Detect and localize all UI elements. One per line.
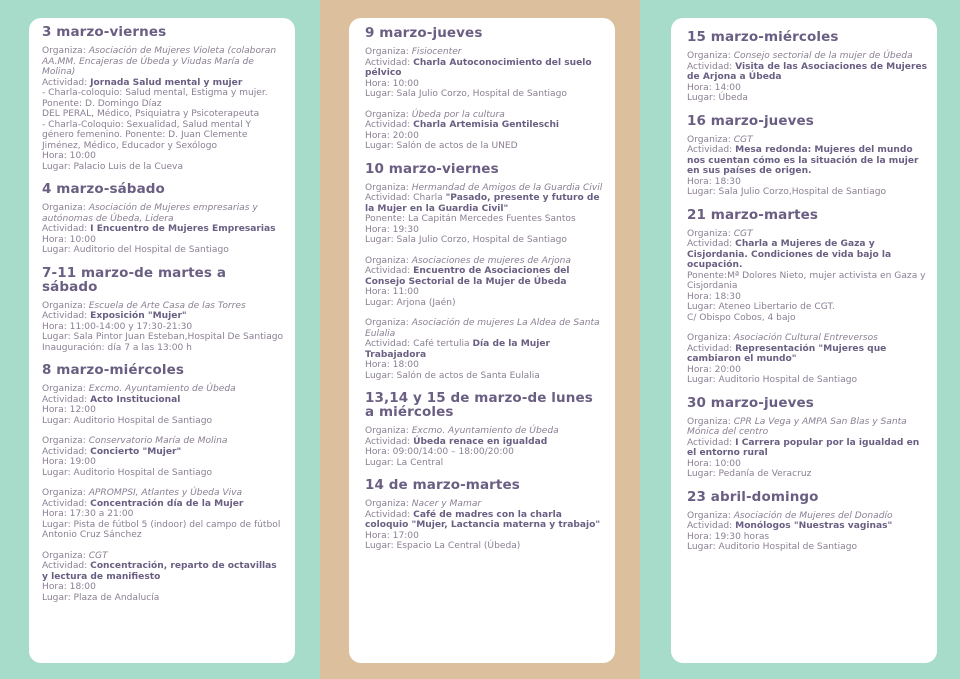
event-organizer-line xyxy=(365,499,605,510)
event-activity-line xyxy=(687,438,929,459)
activity-label: Actividad: xyxy=(365,120,414,130)
day-heading: 10 marzo-viernes xyxy=(365,160,499,177)
activity-label: Actividad: xyxy=(42,311,91,321)
event-time: Hora: 20:00 xyxy=(687,364,741,375)
activity-label: Actividad: xyxy=(687,61,736,72)
organizer-name: CGT xyxy=(733,134,753,145)
event-organizer-line xyxy=(687,511,929,522)
activity-title: Encuentro de Asociaciones del Consejo Sectorial de la Mujer de Úbeda xyxy=(365,266,570,287)
event-time: Hora: 18:00 xyxy=(365,360,419,370)
event-entry xyxy=(365,256,605,309)
day-section xyxy=(42,182,285,256)
event-entry xyxy=(365,318,605,381)
event-activity-line xyxy=(687,145,929,177)
event-detail-line: Ponente:Mª Dolores Nieto, mujer activista en Gaza y Cisjordania xyxy=(687,270,926,291)
event-place: Lugar: Pedanía de Veracruz xyxy=(687,469,812,479)
activity-title: Charla Autoconocimiento del suelo pélvico xyxy=(365,57,592,78)
event-organizer-line xyxy=(687,51,929,62)
day-heading: 4 marzo-sábado xyxy=(42,181,165,197)
event-organizer-line xyxy=(687,417,929,438)
event-activity-line xyxy=(42,78,285,89)
activity-label: Actividad: xyxy=(42,394,91,405)
event-organizer-line xyxy=(365,110,605,121)
event-place: Lugar: Sala Julio Corzo,Hospital de Santiago xyxy=(687,187,887,197)
event-place: Lugar: Auditorio del Hospital de Santiago xyxy=(42,245,229,255)
event-time: Hora: 18:30 xyxy=(687,176,741,187)
event-activity-line xyxy=(687,62,929,83)
activity-label: Actividad: xyxy=(687,145,736,155)
day-section xyxy=(687,114,929,198)
activity-label: Actividad: xyxy=(42,498,91,509)
event-organizer-line xyxy=(42,551,285,562)
day-heading: 8 marzo-miércoles xyxy=(42,362,184,378)
activity-title: Monólogos "Nuestras vaginas" xyxy=(735,521,893,531)
event-activity-line xyxy=(687,521,929,532)
column-card-1 xyxy=(29,18,295,663)
activity-title: Concierto "Mujer" xyxy=(90,446,182,457)
activity-title: Úbeda renace en igualdad xyxy=(413,436,548,447)
activity-title: I Carrera popular por la igualdad en el entorno rural xyxy=(687,437,920,458)
activity-label: Actividad: xyxy=(42,446,91,457)
event-entry xyxy=(42,384,285,426)
event-time: Hora: 10:00 xyxy=(365,78,419,89)
organizer-name: Asociaciones de mujeres de Arjona xyxy=(411,255,571,266)
organizer-name: Escuela de Arte Casa de las Torres xyxy=(88,300,246,311)
event-place: Lugar: Palacio Luis de la Cueva xyxy=(42,161,184,172)
event-entry xyxy=(42,46,285,172)
event-activity-line xyxy=(365,58,605,79)
event-entry xyxy=(365,47,605,100)
event-time: Hora: 19:30 horas xyxy=(687,531,770,542)
event-organizer-line xyxy=(42,46,285,78)
day-section xyxy=(365,478,605,552)
event-place: Lugar: Sala Julio Corzo, Hospital de Santiago xyxy=(365,89,567,99)
event-place: Lugar: Sala Julio Corzo, Hospital de Santiago xyxy=(365,235,567,245)
organizer-label: Organiza: xyxy=(42,384,89,394)
day-heading: 21 marzo-martes xyxy=(687,206,819,223)
organizer-name: Nacer y Mamar xyxy=(411,499,482,509)
activity-label: Actividad: xyxy=(687,343,736,354)
event-activity-line xyxy=(365,510,605,531)
day-heading: 16 marzo-jueves xyxy=(687,112,814,129)
organizer-name: Asociación de Mujeres del Donadío xyxy=(733,510,893,521)
event-activity-line xyxy=(42,499,285,510)
organizer-name: Excmo. Ayuntamiento de Úbeda xyxy=(411,426,559,436)
activity-title: Charla Artemisia Gentileschi xyxy=(413,120,560,130)
event-time: Hora: 12:00 xyxy=(42,405,96,415)
event-organizer-line xyxy=(42,488,285,499)
event-time: Hora: 18:30 xyxy=(687,291,741,302)
activity-title: I Encuentro de Mujeres Empresarias xyxy=(90,224,276,234)
organizer-name: Úbeda por la cultura xyxy=(411,109,505,120)
organizer-label: Organiza: xyxy=(42,46,89,56)
event-entry xyxy=(42,551,285,604)
event-detail-line: - Charla-coloquio: Salud mental, Estigma y mujer. Ponente: D. Domingo Díaz xyxy=(42,88,268,109)
day-heading: 9 marzo-jueves xyxy=(365,25,483,41)
organizer-name: CGT xyxy=(733,228,753,239)
event-time: Hora: 19:30 xyxy=(365,224,419,235)
organizer-name: Excmo. Ayuntamiento de Úbeda xyxy=(88,384,236,394)
event-activity-line xyxy=(365,339,605,360)
organizer-label: Organiza: xyxy=(365,426,412,436)
activity-label: Actividad: xyxy=(365,193,414,203)
event-organizer-line xyxy=(42,436,285,447)
activity-label: Actividad: xyxy=(42,224,91,234)
organizer-label: Organiza: xyxy=(42,488,89,498)
event-organizer-line xyxy=(365,47,605,58)
event-entry xyxy=(687,417,929,480)
activity-prefix: Café tertulia xyxy=(413,339,473,349)
organizer-name: Asociación de Mujeres empresarias y autónomas de Úbeda, Lidera xyxy=(42,203,258,224)
event-activity-line xyxy=(687,239,929,271)
event-place: Lugar: Pista de fútbol 5 (indoor) del campo de fútbol Antonio Cruz Sánchez xyxy=(42,519,281,540)
event-time: Hora: 17:30 a 21:00 xyxy=(42,509,134,519)
organizer-label: Organiza: xyxy=(687,134,734,145)
event-organizer-line xyxy=(687,229,929,240)
event-activity-line xyxy=(365,266,605,287)
organizer-label: Organiza: xyxy=(365,255,412,266)
day-heading: 13,14 y 15 de marzo-de lunes a miércoles xyxy=(365,390,593,420)
event-time: Hora: 11:00-14:00 y 17:30-21:30 xyxy=(42,321,193,332)
event-time: Hora: 10:00 xyxy=(42,151,96,161)
activity-label: Actividad: xyxy=(365,57,414,68)
event-time: Hora: 20:00 xyxy=(365,130,419,141)
organizer-name: Fisiocenter xyxy=(411,47,462,57)
event-place: Lugar: Auditorio Hospital de Santiago xyxy=(42,467,213,478)
organizer-label: Organiza: xyxy=(365,47,412,57)
event-activity-line xyxy=(42,395,285,406)
organizer-label: Organiza: xyxy=(687,333,734,343)
event-organizer-line xyxy=(365,318,605,339)
event-note: C/ Obispo Cobos, 4 bajo xyxy=(687,312,796,323)
column-card-2 xyxy=(349,18,615,663)
event-place: Lugar: Salón de actos de Santa Eulalia xyxy=(365,370,540,381)
event-organizer-line xyxy=(365,183,605,194)
activity-title: Café de madres con la charla coloquio "Mujer, Lactancia materna y trabajo" xyxy=(365,509,601,530)
event-entry xyxy=(687,511,929,553)
organizer-name: Asociación Cultural Entreversos xyxy=(733,333,878,343)
day-section xyxy=(42,363,285,603)
event-time: Hora: 11:00 xyxy=(365,287,419,297)
day-section xyxy=(687,490,929,553)
event-entry xyxy=(365,499,605,552)
activity-prefix: Charla xyxy=(413,193,446,203)
organizer-label: Organiza: xyxy=(687,228,734,239)
activity-label: Actividad: xyxy=(687,437,736,448)
event-organizer-line xyxy=(365,426,605,437)
day-section xyxy=(365,26,605,152)
organizer-label: Organiza: xyxy=(365,499,412,509)
event-place: Lugar: Espacio La Central (Úbeda) xyxy=(365,541,521,551)
event-time: Hora: 10:00 xyxy=(42,234,96,245)
event-note: Inauguración: día 7 a las 13:00 h xyxy=(42,342,192,353)
activity-label: Actividad: xyxy=(365,436,414,447)
activity-title: Día de la Mujer Trabajadora xyxy=(365,339,551,360)
event-activity-line xyxy=(42,447,285,458)
activity-label: Actividad: xyxy=(365,266,414,276)
activity-title: Mesa redonda: Mujeres del mundo nos cuentan cómo es la situación de la mujer en sus países de origen. xyxy=(687,145,919,176)
activity-label: Actividad: xyxy=(687,521,736,531)
event-organizer-line xyxy=(687,135,929,146)
activity-title: "Pasado, presente y futuro de la Mujer en la Guardia Civil" xyxy=(365,193,600,214)
day-heading: 14 de marzo-martes xyxy=(365,477,520,493)
event-time: Hora: 10:00 xyxy=(687,458,741,469)
event-entry xyxy=(687,229,929,324)
organizer-name: Asociación de Mujeres Violeta (colaboran AA.MM. Encajeras de Úbeda y Viudas María de Molina) xyxy=(42,46,277,77)
organizer-label: Organiza: xyxy=(687,510,734,521)
event-place: Lugar: Arjona (Jaén) xyxy=(365,297,456,308)
day-section xyxy=(687,30,929,104)
event-activity-line xyxy=(42,224,285,235)
event-place: Lugar: Úbeda xyxy=(687,93,748,103)
organizer-name: Asociación de mujeres La Aldea de Santa Eulalia xyxy=(365,318,600,339)
event-time: Hora: 17:00 xyxy=(365,530,419,541)
column-card-3 xyxy=(671,18,937,663)
day-section xyxy=(687,208,929,386)
event-activity-line xyxy=(365,437,605,448)
activity-title: Jornada Salud mental y mujer xyxy=(90,77,243,88)
activity-label: Actividad: xyxy=(42,77,91,88)
event-place: Lugar: Ateneo Libertario de CGT. xyxy=(687,302,835,312)
event-time: Hora: 18:00 xyxy=(42,582,96,592)
organizer-label: Organiza: xyxy=(365,109,412,120)
event-activity-line xyxy=(687,344,929,365)
activity-title: Representación "Mujeres que cambiaron el mundo" xyxy=(687,343,887,364)
event-activity-line xyxy=(42,561,285,582)
event-entry xyxy=(687,333,929,386)
organizer-label: Organiza: xyxy=(42,550,89,561)
activity-title: Charla a Mujeres de Gaza y Cisjordania. Condiciones de vida bajo la ocupación. xyxy=(687,239,892,270)
day-heading: 7-11 marzo-de martes a sábado xyxy=(42,264,227,295)
event-entry xyxy=(365,426,605,468)
event-place: Lugar: Sala Pintor Juan Esteban,Hospital De Santiago xyxy=(42,332,284,342)
organizer-label: Organiza: xyxy=(42,436,89,446)
organizer-name: APROMPSI, Atlantes y Úbeda Viva xyxy=(88,488,243,498)
event-entry xyxy=(687,135,929,198)
event-place: Lugar: La Central xyxy=(365,457,444,468)
event-time: Hora: 09:00/14:00 – 18:00/20:00 xyxy=(365,447,514,457)
organizer-name: CGT xyxy=(88,550,108,561)
organizer-label: Organiza: xyxy=(42,203,89,213)
day-heading: 3 marzo-viernes xyxy=(42,24,167,40)
activity-title: Concentración, reparto de octavillas y lectura de manifiesto xyxy=(42,561,277,582)
event-entry xyxy=(687,51,929,104)
event-place: Lugar: Auditorio Hospital de Santiago xyxy=(42,415,213,426)
event-organizer-line xyxy=(42,203,285,224)
event-detail-line: - Charla-Coloquio: Sexualidad, Salud mental Y género femenino. Ponente: D. Juan Clemente Jiménez, Médico, Educador y Sexólogo xyxy=(42,119,252,151)
day-section xyxy=(365,162,605,382)
event-entry xyxy=(42,301,285,354)
event-activity-line xyxy=(365,120,605,131)
organizer-name: Hermandad de Amigos de la Guardia Civil xyxy=(411,182,603,193)
event-time: Hora: 14:00 xyxy=(687,82,741,93)
day-section xyxy=(365,391,605,468)
event-activity-line xyxy=(365,193,605,214)
event-organizer-line xyxy=(42,384,285,395)
event-entry xyxy=(42,436,285,478)
event-entry xyxy=(42,488,285,541)
day-section xyxy=(42,25,285,172)
event-activity-line xyxy=(42,311,285,322)
organizer-name: CPR La Vega y AMPA San Blas y Santa Mónica del centro xyxy=(687,416,907,437)
day-section xyxy=(42,266,285,354)
event-entry xyxy=(365,110,605,152)
event-place: Lugar: Salón de actos de la UNED xyxy=(365,141,518,151)
activity-title: Exposición "Mujer" xyxy=(90,311,187,321)
day-heading: 15 marzo-miércoles xyxy=(687,29,839,45)
organizer-label: Organiza: xyxy=(687,51,734,61)
event-time: Hora: 19:00 xyxy=(42,457,96,467)
event-organizer-line xyxy=(365,256,605,267)
activity-title: Concentración día de la Mujer xyxy=(90,498,244,509)
event-detail-line: Ponente: La Capitán Mercedes Fuentes Santos xyxy=(365,214,576,224)
event-organizer-line xyxy=(687,333,929,344)
activity-label: Actividad: xyxy=(365,339,414,349)
activity-title: Visita de las Asociaciones de Mujeres de Arjona a Úbeda xyxy=(687,61,928,82)
activity-title: Acto Institucional xyxy=(90,394,181,405)
event-entry xyxy=(42,203,285,256)
organizer-label: Organiza: xyxy=(365,182,412,193)
event-place: Lugar: Plaza de Andalucía xyxy=(42,592,160,603)
activity-label: Actividad: xyxy=(687,239,736,249)
organizer-name: Conservatorio María de Molina xyxy=(88,436,228,446)
event-place: Lugar: Auditorio Hospital de Santiago xyxy=(687,375,858,385)
organizer-label: Organiza: xyxy=(42,300,89,311)
organizer-label: Organiza: xyxy=(365,318,412,328)
event-organizer-line xyxy=(42,301,285,312)
event-place: Lugar: Auditorio Hospital de Santiago xyxy=(687,542,858,552)
organizer-label: Organiza: xyxy=(687,416,734,427)
organizer-name: Consejo sectorial de la mujer de Úbeda xyxy=(733,51,913,61)
day-heading: 23 abril-domingo xyxy=(687,488,819,505)
day-heading: 30 marzo-jueves xyxy=(687,394,814,411)
activity-label: Actividad: xyxy=(365,509,414,520)
day-section xyxy=(687,396,929,480)
event-detail-line: DEL PERAL, Médico, Psiquiatra y Psicoterapeuta xyxy=(42,109,260,119)
event-entry xyxy=(365,183,605,246)
activity-label: Actividad: xyxy=(42,561,91,571)
